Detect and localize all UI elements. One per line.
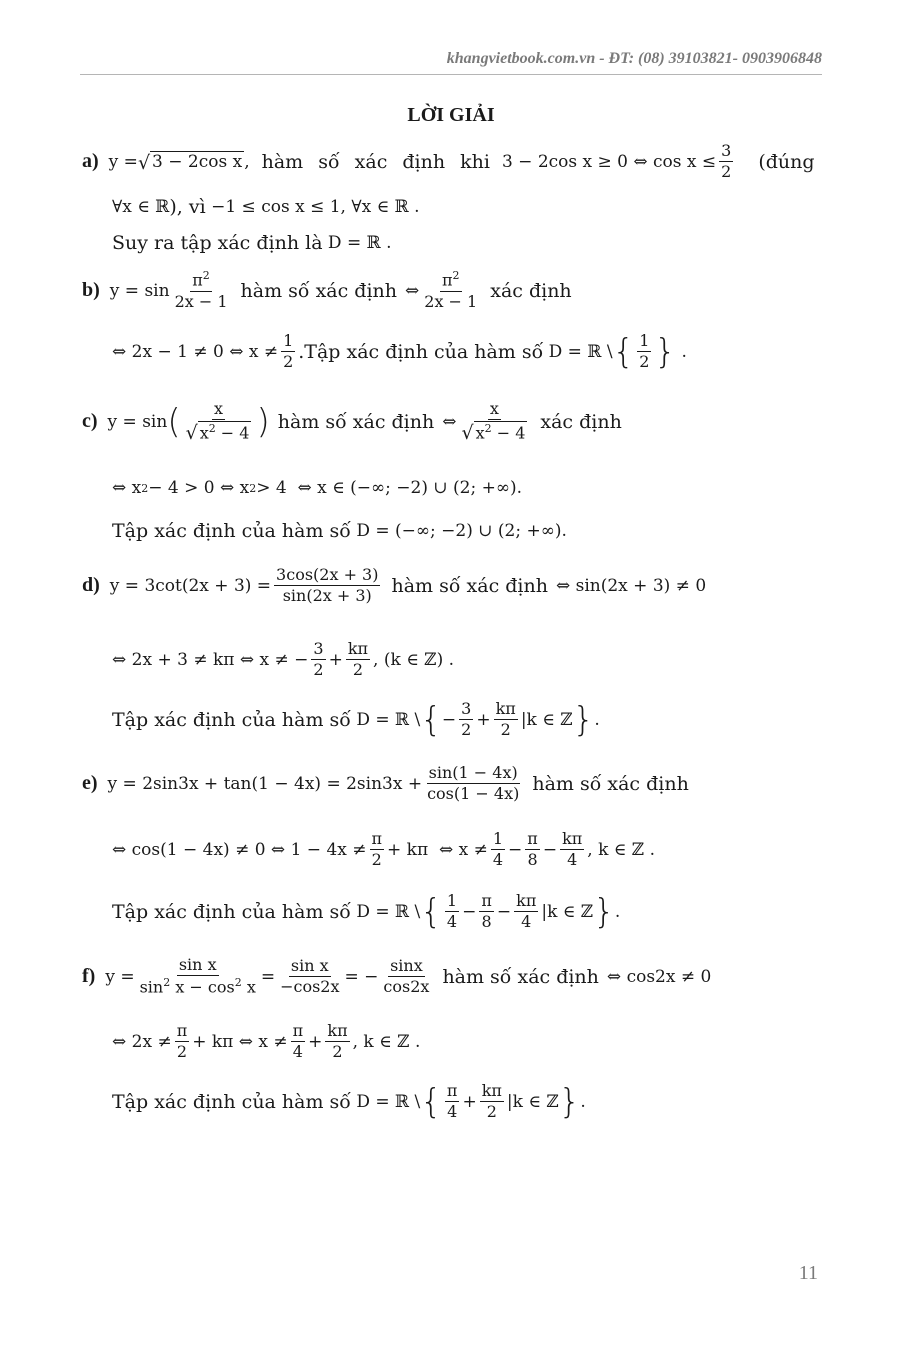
formula: ⇔ $\frac{\pi^2}{2x - 1}$ bbox=[405, 269, 478, 311]
part-a-line-2 bbox=[112, 196, 902, 218]
text: hàm số xác định bbox=[240, 279, 398, 302]
formula: ⇔ x √ $x^2 - 4$ bbox=[442, 399, 526, 444]
formula: y = sin ( x √ $x^2 - 4$ ) bbox=[107, 399, 270, 444]
text: Tập xác định của hàm số bbox=[112, 900, 351, 923]
text: hàm số xác định bbox=[442, 965, 599, 988]
formula: D = ℝ \ { $\frac{\pi}{4}$ + $\frac{k\pi}{2}$ |k ∈ ℤ } . bbox=[350, 1081, 586, 1122]
part-d-line-2 bbox=[112, 640, 902, 680]
part-f-line-2 bbox=[112, 1022, 902, 1062]
part-d-label: d) bbox=[82, 574, 100, 597]
text: Suy ra tập xác định là bbox=[112, 232, 323, 254]
text: (đúng bbox=[758, 150, 815, 173]
part-a-label: a) bbox=[82, 150, 99, 173]
text: .Tập xác định của hàm số bbox=[298, 340, 544, 363]
formula: D = ℝ \ { − $\frac{3}{2}$ + $\frac{k\pi}{2}$ |k ∈ ℤ } . bbox=[350, 699, 600, 740]
part-c-label: c) bbox=[82, 410, 98, 433]
text: hàm số xác định bbox=[277, 410, 435, 433]
part-c-line-3 bbox=[112, 520, 902, 542]
text: xác định bbox=[540, 410, 622, 433]
part-a-line-3 bbox=[112, 232, 902, 254]
part-b-line-2 bbox=[112, 332, 902, 372]
formula: ⇔ x 2 − 4 > 0 ⇔ x 2 > 4 ⇔ x ∈ (−∞; −2) ∪ (2; +∞). bbox=[112, 478, 523, 498]
text: Tập xác định của hàm số bbox=[112, 1090, 351, 1113]
formula: D = ℝ \ { $\frac{1}{4}$ − $\frac{\pi}{8}$ − $\frac{k\pi}{4}$ |k ∈ ℤ } . bbox=[350, 891, 621, 932]
formula: ⇔ 2x ≠ $\frac{\pi}{2}$ + kπ ⇔ x ≠ $\frac{\pi}{4}$ + $\frac{k\pi}{2}$ , k ∈ ℤ . bbox=[112, 1021, 421, 1062]
formula: ⇔ sin(2x + 3) ≠ 0 bbox=[555, 575, 707, 596]
part-d-line-3 bbox=[112, 700, 902, 740]
text: hàm số xác định khi bbox=[261, 150, 490, 173]
formula: D = ℝ \ { $\frac{1}{2}$ } . bbox=[543, 331, 687, 372]
part-c-line-1 bbox=[82, 400, 902, 443]
part-b-label: b) bbox=[82, 279, 100, 302]
text: hàm số xác định bbox=[391, 574, 548, 597]
formula: y = 3cot(2x + 3) = $\frac{3\cos(2x + 3)}{\sin(2x + 3)}$ bbox=[109, 565, 379, 606]
part-e-label: e) bbox=[82, 772, 98, 795]
formula: −1 ≤ cos x ≤ 1, ∀x ∈ ℝ . bbox=[205, 197, 420, 217]
formula: D = ℝ . bbox=[322, 233, 392, 253]
part-e-line-1 bbox=[82, 764, 902, 804]
part-a-line-1 bbox=[82, 142, 902, 182]
text: Tập xác định của hàm số bbox=[112, 520, 351, 542]
part-d-line-1 bbox=[82, 566, 902, 606]
formula: y = sin $\frac{\pi^2}{2x - 1}$ bbox=[109, 269, 228, 311]
formula: 3 − 2cos x ≥ 0 ⇔ cos x ≤ $\frac{3}{2}$ bbox=[501, 141, 732, 182]
part-e-line-2 bbox=[112, 830, 902, 870]
part-b-line-1 bbox=[82, 270, 902, 311]
page-header: khangvietbook.com.vn - ĐT: (08) 39103821- 0903906848 bbox=[446, 50, 822, 67]
formula: y = $\frac{\text{sin x}}{\sin^2 x - \cos^2 x}$ = $\frac{\text{sin x}}{-\cos 2x}$ = − $\frac{\sin x}{\cos 2x}$ bbox=[105, 955, 430, 997]
part-f-label: f) bbox=[82, 965, 96, 988]
formula: ⇔ 2x + 3 ≠ kπ ⇔ x ≠ − $\frac{3}{2}$ + $\frac{k\pi}{2}$ , (k ∈ ℤ) . bbox=[112, 639, 455, 680]
text: hàm số xác định bbox=[532, 772, 689, 795]
formula: y = √ 3 − 2cos x , bbox=[108, 151, 250, 174]
formula: ⇔ cos(1 − 4x) ≠ 0 ⇔ 1 − 4x ≠ $\frac{\pi}{2}$ + kπ ⇔ x ≠ $\frac{1}{4}$ − $\frac{\pi}{8}$ − $\frac{k\pi}{4}$ , k ∈ ℤ . bbox=[112, 829, 655, 870]
formula: ⇔ cos2x ≠ 0 bbox=[606, 966, 712, 987]
formula: y = 2sin3x + tan(1 − 4x) = 2sin3x + $\frac{\sin(1 - 4x)}{\cos(1 - 4x)}$ bbox=[107, 763, 520, 804]
header-rule bbox=[80, 74, 822, 75]
part-c-line-2 bbox=[112, 478, 902, 498]
text: xác định bbox=[490, 279, 572, 302]
formula: ⇔ 2x − 1 ≠ 0 ⇔ x ≠ $\frac{1}{2}$ bbox=[112, 331, 294, 372]
text: ), vì bbox=[169, 196, 206, 218]
formula: D = (−∞; −2) ∪ (2; +∞). bbox=[350, 521, 567, 541]
text: Tập xác định của hàm số bbox=[112, 708, 351, 731]
page-number: 11 bbox=[798, 1262, 818, 1284]
part-f-line-3 bbox=[112, 1082, 902, 1122]
part-e-line-3 bbox=[112, 892, 902, 932]
formula: ∀x ∈ ℝ bbox=[112, 197, 170, 217]
section-title: LỜI GIẢI bbox=[407, 104, 495, 126]
part-f-line-1 bbox=[82, 956, 902, 997]
